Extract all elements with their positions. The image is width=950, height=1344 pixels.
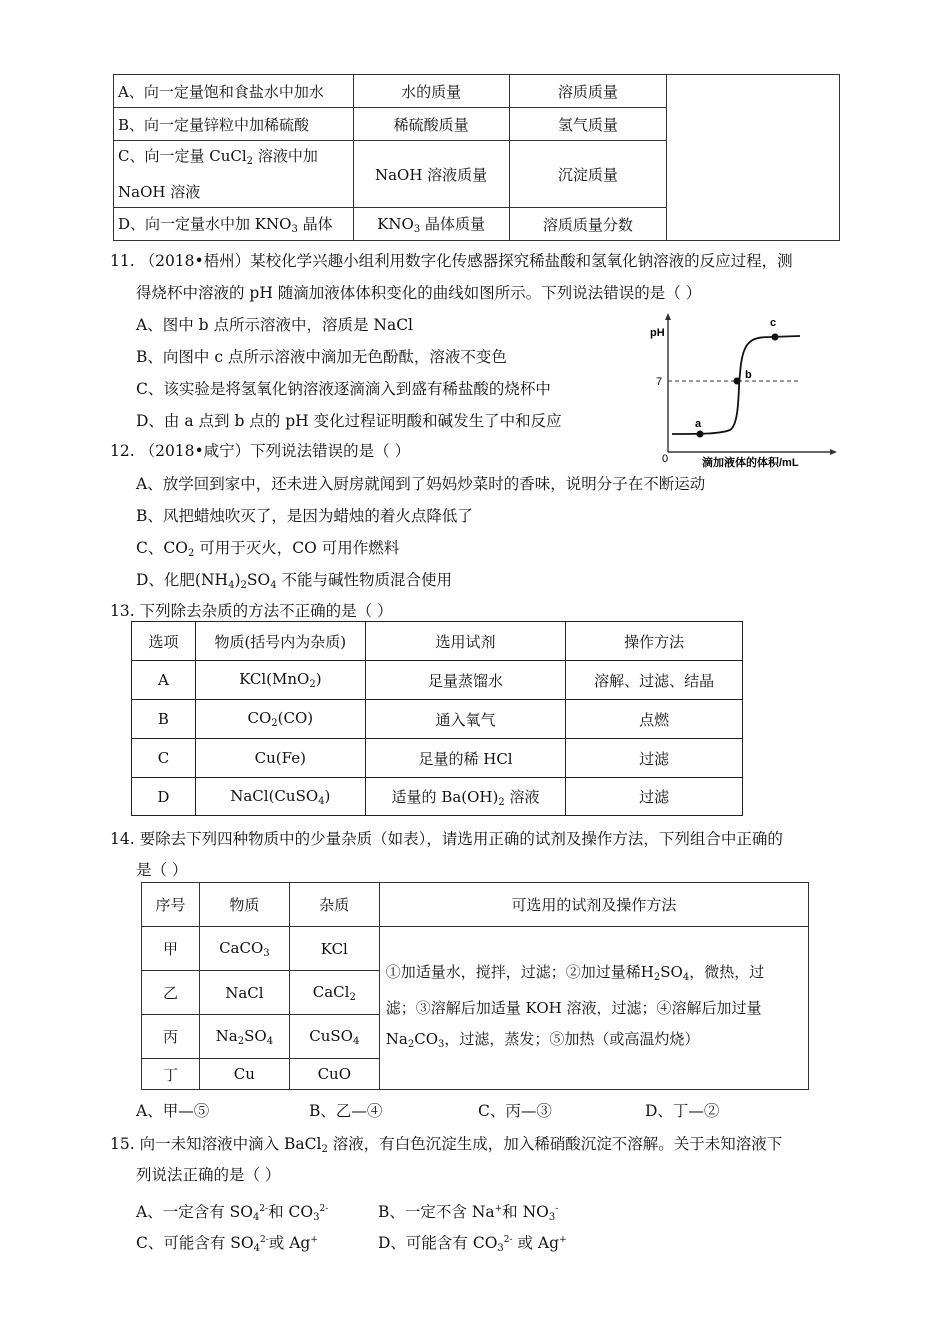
q13-row-substance: Cu(Fe) bbox=[195, 739, 365, 778]
q14-row-impurity: CuO bbox=[289, 1059, 379, 1090]
q14-methods-cell: ①加适量水，搅拌，过滤；②加过量稀$H_2SO_4$，微热，过 滤；③溶解后加适量 KOH 溶液，过滤；④溶解后加过量 $Na_2CO_3$，过滤，蒸发；⑤加热（或高温灼烧） bbox=[379, 927, 808, 1090]
q11-stem-line2: 得烧杯中溶液的 pH 随滴加液体体积变化的曲线如图所示。下列说法错误的是（ ） bbox=[136, 284, 702, 302]
q13-row-method: 溶解、过滤、结晶 bbox=[566, 661, 743, 700]
q11-option-b: B、向图中 c 点所示溶液中滴加无色酚酞，溶液不变色 bbox=[136, 348, 507, 366]
q10-row-c-y: 沉淀质量 bbox=[509, 141, 667, 208]
q15-stem-line2: 列说法正确的是（ ） bbox=[136, 1166, 281, 1184]
q15-option-b: B、一定不含 Na+和 $NO_3^-$ bbox=[378, 1203, 559, 1223]
ph7-label: 7 bbox=[656, 376, 663, 388]
label-c: c bbox=[770, 317, 777, 329]
q10-row-a-x: 水的质量 bbox=[353, 75, 509, 108]
q10-row-c-desc: C、向一定量 CuCl$_2$ 溶液中加 NaOH 溶液 bbox=[114, 141, 354, 208]
q13-row-substance: KCl(MnO$_2$) bbox=[195, 661, 365, 700]
point-c bbox=[772, 334, 779, 341]
q14-row-substance: NaCl bbox=[199, 971, 289, 1015]
ph-curve bbox=[672, 336, 800, 434]
point-a bbox=[697, 431, 704, 438]
q12-stem: 12. （2018•咸宁）下列说法错误的是（ ） bbox=[110, 442, 411, 460]
q14-header-no: 序号 bbox=[142, 883, 200, 927]
q14-option-b: B、乙—④ bbox=[309, 1102, 383, 1120]
q14-row-impurity: CaCl$_2$ bbox=[289, 971, 379, 1015]
q14-row-impurity: CuSO$_4$ bbox=[289, 1015, 379, 1059]
q14-row-no: 丙 bbox=[142, 1015, 200, 1059]
x-axis-arrow bbox=[830, 449, 837, 455]
q13-row-substance: NaCl(CuSO$_4$) bbox=[195, 778, 365, 816]
q12-option-c: C、$CO_2$ 可用于灭火，CO 可用作燃料 bbox=[136, 539, 400, 559]
q13-row-method: 过滤 bbox=[566, 739, 743, 778]
q10-row-d-y: 溶质质量分数 bbox=[509, 208, 667, 241]
q13-header-option: 选项 bbox=[132, 622, 196, 661]
q13-header-reagent: 选用试剂 bbox=[365, 622, 566, 661]
q13-row-method: 过滤 bbox=[566, 778, 743, 816]
q12-option-a: A、放学回到家中，还未进入厨房就闻到了妈妈炒菜时的香味，说明分子在不断运动 bbox=[136, 475, 706, 493]
point-b bbox=[734, 378, 741, 385]
q10-row-d-desc: D、向一定量水中加 $KNO_3$ 晶体 bbox=[114, 208, 354, 241]
y-axis-arrow bbox=[665, 313, 671, 320]
q13-row-reagent: 足量的稀 HCl bbox=[365, 739, 566, 778]
q11-option-c: C、该实验是将氢氧化钠溶液逐滴滴入到盛有稀盐酸的烧杯中 bbox=[136, 380, 551, 398]
q14-header-methods: 可选用的试剂及操作方法 bbox=[379, 883, 808, 927]
q14-row-no: 乙 bbox=[142, 971, 200, 1015]
label-a: a bbox=[695, 418, 702, 430]
q13-row-option: D bbox=[132, 778, 196, 816]
q11-option-d: D、由 a 点到 b 点的 pH 变化过程证明酸和碱发生了中和反应 bbox=[136, 412, 562, 430]
q10-row-b-y: 氢气质量 bbox=[509, 108, 667, 141]
q15-option-c: C、可能含有 $SO_4^{2-}$或 Ag+ bbox=[136, 1234, 318, 1254]
q10-row-a-desc: A、向一定量饱和食盐水中加水 bbox=[114, 75, 354, 108]
q14-row-no: 丁 bbox=[142, 1059, 200, 1090]
q13-header-substance: 物质(括号内为杂质) bbox=[195, 622, 365, 661]
q13-row-reagent: 适量的 $Ba(OH)_2$ 溶液 bbox=[365, 778, 566, 816]
q13-row-method: 点燃 bbox=[566, 700, 743, 739]
q10-row-c-x: NaOH 溶液质量 bbox=[353, 141, 509, 208]
q10-row-d-x: $KNO_3$ 晶体质量 bbox=[353, 208, 509, 241]
q13-row-option: A bbox=[132, 661, 196, 700]
q14-header-impurity: 杂质 bbox=[289, 883, 379, 927]
q14-row-substance: $Na_2SO_4$ bbox=[199, 1015, 289, 1059]
x-axis-label: 滴加液体的体积/mL bbox=[702, 457, 799, 469]
q14-option-c: C、丙—③ bbox=[478, 1102, 552, 1120]
q15-option-a: A、一定含有 $SO_4^{2-}$和 $CO_3^{2-}$ bbox=[136, 1203, 329, 1223]
q14-row-substance: Cu bbox=[199, 1059, 289, 1090]
y-axis-label: pH bbox=[650, 327, 665, 339]
q14-stem-line2: 是（ ） bbox=[136, 861, 188, 879]
q13-table bbox=[131, 621, 743, 816]
q13-row-substance: $CO_2(CO)$ bbox=[195, 700, 365, 739]
origin-label: 0 bbox=[662, 453, 669, 465]
q13-row-reagent: 通入氧气 bbox=[365, 700, 566, 739]
q14-header-substance: 物质 bbox=[199, 883, 289, 927]
q10-row-b-x: 稀硫酸质量 bbox=[353, 108, 509, 141]
label-b: b bbox=[745, 369, 752, 381]
q12-option-d: D、化肥$(NH_4)_2SO_4$ 不能与碱性物质混合使用 bbox=[136, 571, 453, 591]
q10-row-b-desc: B、向一定量锌粒中加稀硫酸 bbox=[114, 108, 354, 141]
q10-row-a-y: 溶质质量 bbox=[509, 75, 667, 108]
q11-option-a: A、图中 b 点所示溶液中，溶质是 NaCl bbox=[136, 316, 414, 334]
q13-row-option: C bbox=[132, 739, 196, 778]
q13-header-method: 操作方法 bbox=[566, 622, 743, 661]
q14-row-no: 甲 bbox=[142, 927, 200, 971]
q13-row-reagent: 足量蒸馏水 bbox=[365, 661, 566, 700]
q14-table bbox=[141, 882, 809, 1090]
q15-stem-line1: 15. 向一未知溶液中滴入 BaCl$_2$ 溶液，有白色沉淀生成，加入稀硝酸沉淀不溶解。关于未知溶液下 bbox=[110, 1135, 783, 1155]
q13-stem: 13. 下列除去杂质的方法不正确的是（ ） bbox=[110, 602, 393, 620]
q14-stem-line1: 14. 要除去下列四种物质中的少量杂质（如表），请选用正确的试剂及操作方法，下列组合中正确的 bbox=[110, 830, 783, 848]
q10-table bbox=[113, 74, 840, 241]
q13-row-option: B bbox=[132, 700, 196, 739]
q14-row-impurity: KCl bbox=[289, 927, 379, 971]
q10-graph-cell bbox=[667, 75, 840, 241]
q15-option-d: D、可能含有 $CO_3^{2-}$ 或 Ag+ bbox=[378, 1234, 567, 1254]
q12-option-b: B、风把蜡烛吹灭了，是因为蜡烛的着火点降低了 bbox=[136, 507, 473, 525]
q14-option-a: A、甲—⑤ bbox=[136, 1102, 210, 1120]
ph-curve-chart bbox=[640, 312, 840, 472]
q11-stem-line1: 11. （2018•梧州）某校化学兴趣小组利用数字化传感器探究稀盐酸和氢氧化钠溶液的反应过程，测 bbox=[110, 252, 793, 270]
q14-option-d: D、丁—② bbox=[645, 1102, 720, 1120]
q14-row-substance: CaCO$_3$ bbox=[199, 927, 289, 971]
